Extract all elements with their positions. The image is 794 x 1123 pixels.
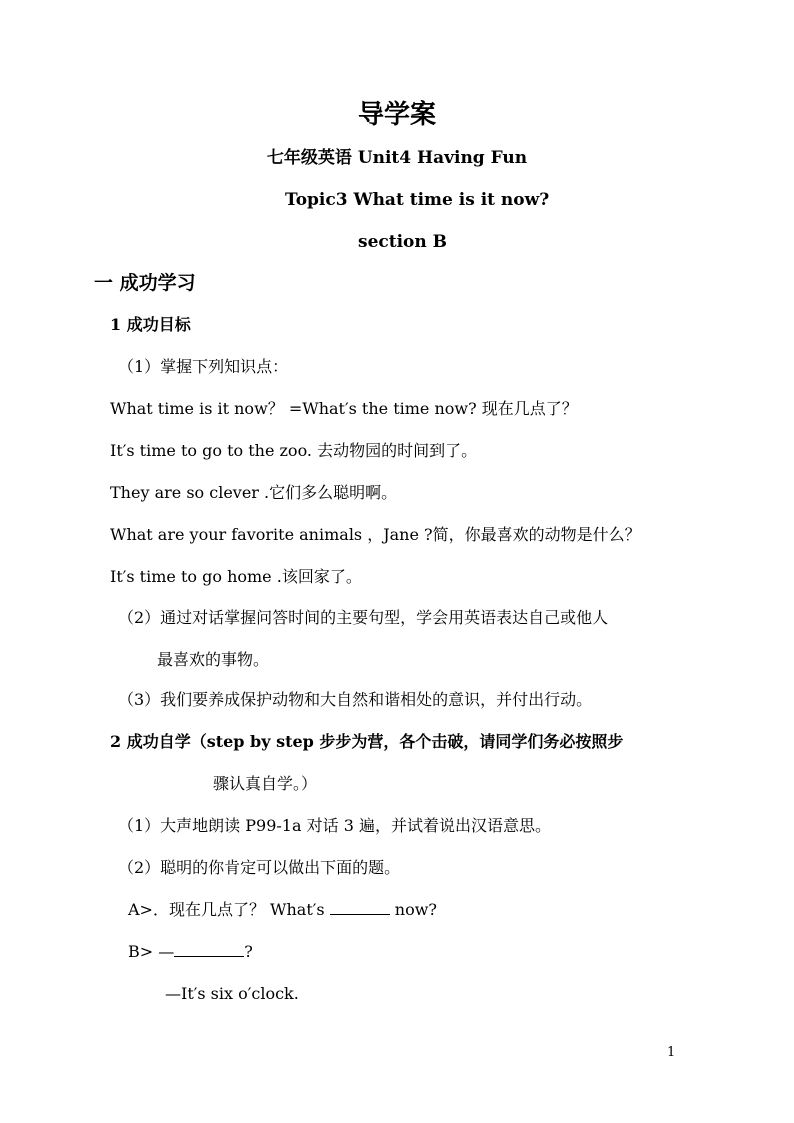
part1-heading: 一 成功学习 (94, 272, 196, 294)
selfstudy-note: 骤认真自学。） (213, 774, 318, 793)
goal2-line1: （2）通过对话掌握问答时间的主要句型，学会用英语表达自己或他人 (118, 608, 609, 627)
selfstudy-heading: 2 成功自学（step by step 步步为营，各个击破，请同学们务必按照步 (110, 732, 624, 751)
question-b-answer: —It′s six o′clock. (165, 984, 299, 1003)
knowledge-point: What are your favorite animals ，Jane ?简，你最喜欢的动物是什么？ (110, 525, 641, 544)
topic-subtitle: Topic3 What time is it now? (285, 190, 550, 210)
knowledge-point: It′s time to go home .该回家了。 (110, 567, 362, 586)
section-subtitle: section B (358, 232, 448, 252)
course-subtitle: 七年级英语 Unit4 Having Fun (266, 148, 528, 168)
goal3: （3）我们要养成保护动物和大自然和谐相处的意识，并付出行动。 (118, 690, 593, 709)
question-a (128, 900, 437, 919)
task1: （1）大声地朗读 P99-1a 对话 3 遍，并试着说出汉语意思。 (118, 816, 551, 835)
goals-heading: 1 成功目标 (110, 315, 191, 334)
task2: （2）聪明的你肯定可以做出下面的题。 (118, 858, 401, 877)
question-b (128, 942, 253, 961)
page-number: 1 (667, 1045, 676, 1060)
question-a-prefix: A>．现在几点了？ What′s (128, 900, 330, 919)
goal1-intro: （1）掌握下列知识点： (118, 357, 289, 376)
answer-blank[interactable] (330, 900, 390, 915)
question-b-suffix: ? (244, 942, 253, 961)
question-a-suffix: now? (389, 900, 437, 919)
answer-blank[interactable] (174, 942, 244, 957)
knowledge-point: What time is it now？ =What′s the time now? 现在几点了？ (110, 399, 578, 418)
document-title: 导学案 (357, 100, 436, 130)
goal2-line2: 最喜欢的事物。 (157, 650, 270, 669)
knowledge-point: They are so clever .它们多么聪明啊。 (110, 483, 398, 502)
question-b-prefix: B> — (128, 942, 175, 961)
knowledge-point: It′s time to go to the zoo. 去动物园的时间到了。 (110, 441, 478, 460)
